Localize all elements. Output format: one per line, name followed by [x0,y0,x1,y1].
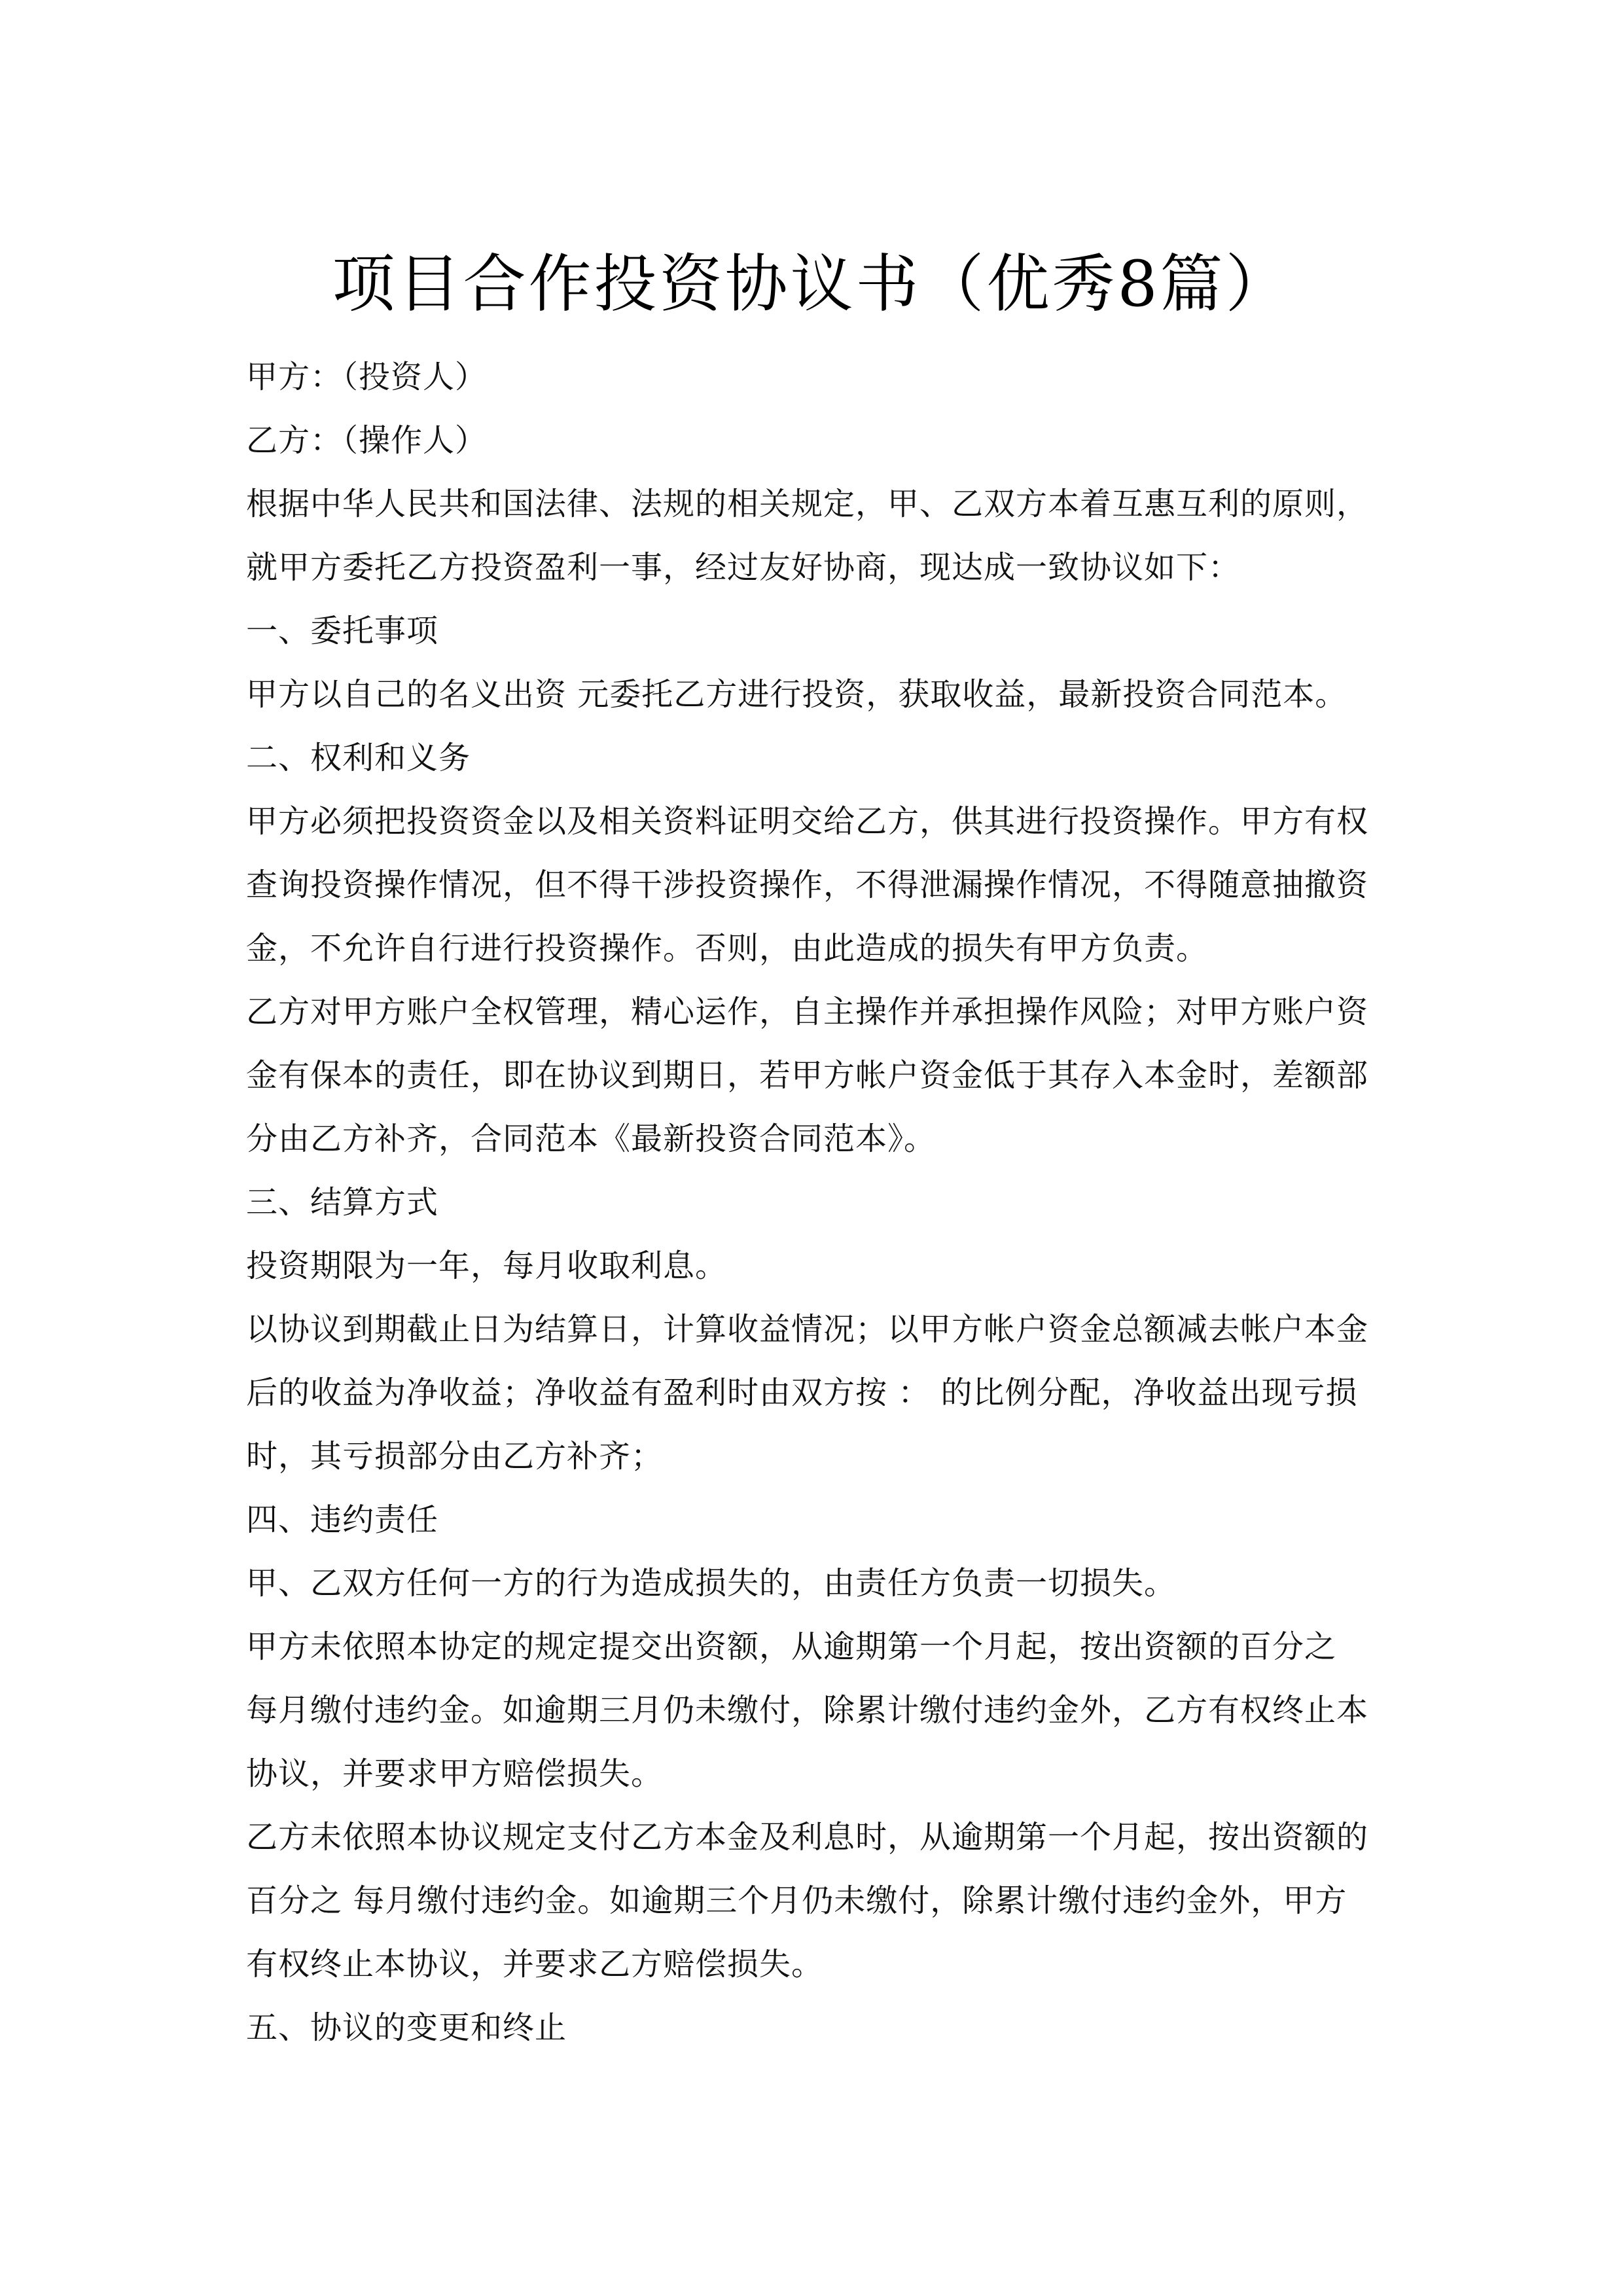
section-heading-2: 二、权利和义务 [246,740,471,776]
paragraph-line: 每月缴付违约金。如逾期三月仍未缴付，除累计缴付违约金外，乙方有权终止本 [246,1692,1369,1729]
paragraph-line: 查询投资操作情况，但不得干涉投资操作，不得泄漏操作情况，不得随意抽撤资 [246,867,1369,903]
paragraph-line: 协议，并要求甲方赔偿损失。 [246,1755,664,1792]
paragraph-line: 后的收益为净收益；净收益有盈利时由双方按 ： 的比例分配，净收益出现亏损 [246,1374,1358,1411]
section-heading-3: 三、结算方式 [246,1184,439,1221]
paragraph-line: 金，不允许自行进行投资操作。否则，由此造成的损失有甲方负责。 [246,930,1209,967]
party-a-line: 甲方：（投资人） [246,359,488,395]
paragraph-line: 甲方必须把投资资金以及相关资料证明交给乙方，供其进行投资操作。甲方有权 [246,803,1369,840]
paragraph-line: 分由乙方补齐，合同范本《最新投资合同范本》。 [246,1121,936,1157]
preamble-line-2: 就甲方委托乙方投资盈利一事，经过友好协商，现达成一致协议如下： [246,549,1241,586]
paragraph-line: 乙方未依照本协议规定支付乙方本金及利息时，从逾期第一个月起，按出资额的 [246,1819,1369,1856]
document-body [246,346,1385,2060]
party-b-line: 乙方：（操作人） [246,422,488,459]
paragraph-line: 乙方对甲方账户全权管理，精心运作，自主操作并承担操作风险；对甲方账户资 [246,994,1369,1030]
paragraph-line: 以协议到期截止日为结算日，计算收益情况；以甲方帐户资金总额减去帐户本金 [246,1311,1369,1348]
paragraph-line: 金有保本的责任，即在协议到期日，若甲方帐户资金低于其存入本金时，差额部 [246,1057,1369,1094]
paragraph-line: 有权终止本协议，并要求乙方赔偿损失。 [246,1946,824,1982]
preamble-line-1: 根据中华人民共和国法律、法规的相关规定，甲、乙双方本着互惠互利的原则， [246,486,1369,522]
section-heading-4: 四、违约责任 [246,1501,439,1538]
paragraph-line: 时，其亏损部分由乙方补齐； [246,1438,664,1475]
section-heading-1: 一、委托事项 [246,613,439,649]
paragraph-line: 甲方以自己的名义出资 元委托乙方进行投资，获取收益，最新投资合同范本。 [246,676,1347,713]
document-title: 项目合作投资协议书（优秀8篇） [332,247,1291,321]
paragraph-line: 甲方未依照本协定的规定提交出资额，从逾期第一个月起，按出资额的百分之 [246,1628,1337,1665]
paragraph-line: 甲、乙双方任何一方的行为造成损失的，由责任方负责一切损失。 [246,1565,1177,1602]
paragraph-line: 百分之 每月缴付违约金。如逾期三个月仍未缴付，除累计缴付违约金外，甲方 [246,1882,1347,1919]
paragraph-line: 投资期限为一年，每月收取利息。 [246,1247,728,1284]
section-heading-5: 五、协议的变更和终止 [246,2009,567,2046]
